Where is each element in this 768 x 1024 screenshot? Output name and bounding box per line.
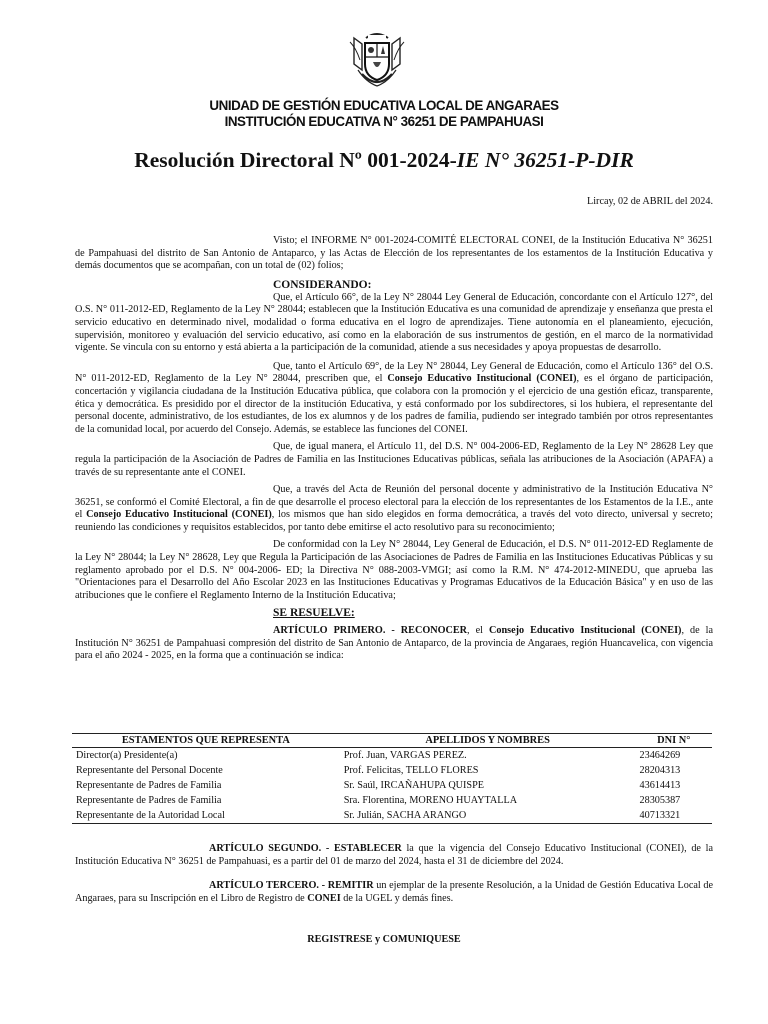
considerando-paragraph-2 [75, 361, 713, 437]
considerando-paragraph-5: De conformidad con la Ley N° 28044, Ley General de Educación, el D.S. N° 011-2012-ED Reglamente de la Ley N° 28044; la Ley N° 28628, Ley que Regula la Participación de las Asociaciones de Padres de Familia en las Instituciones Educativas Públicas y su reglamento aprobado por el D.S. N° 004-2006- ED; la Directiva N° 088-2003-VMGI; así como la R.M. N° 474-2012-MINEDU, que aprueba las "Orientaciones para el Desarrollo del Año Escolar 2023 en las Instituciones Educativas y Programas Educativos de la Educación Básica" y en uso de las atribuciones que le confiere el Reglamento Interno de la Institución Educativa; [75, 539, 713, 601]
estamento-cell: Representante de Padres de Familia [76, 780, 222, 791]
articulo-label: ARTÍCULO PRIMERO. - RECONOCER [273, 625, 468, 637]
text-span: , el [467, 625, 490, 637]
estamento-cell: Representante de la Autoridad Local [72, 808, 340, 824]
table-row [72, 808, 712, 824]
conei-members-table [72, 733, 712, 824]
considerando-paragraph-1: Que, el Artículo 66°, de la Ley N° 28044 Ley General de Educación, concordante con el Artículo 127°, del O.S. N° 011-2012-ED, Reglamento de la Ley N° 28044; establecen que la Institución Educativa es una comunidad de aprendizaje y enseñanza que presta el servicio educativo en determinado nivel, modalidad o forma educativa en el logro de aprendizajes. Tiene autonomía en el planeamiento, ejecución, supervisión, monitoreo y evaluación del servicio educativo, así como en la elaboración de sus instrumentos de gestión, en el marco de la normatividad vigente. Se vincula con su entorno y está abierta a la participación de la comunidad, atiende a sus necesidades y apoya propuestas de desarrollo. [75, 291, 713, 354]
visto-paragraph: Visto; el INFORME N° 001-2024-COMITÉ ELECTORAL CONEI, de la Institución Educativa N° 36251 de Pampahuasi del distrito de San Antonio de Antaparco, y las Actas de Elección de los representantes de los estamentos de la Institución Educativa y demás documentos que se acompañan, con un total de (02) folios; [75, 235, 713, 272]
considerando-paragraph-4 [75, 484, 713, 534]
nombre-cell: Sr. Saúl, IRCAÑAHUPA QUISPE [343, 780, 484, 791]
nombre-cell: Sra. Florentina, MORENO HUAYTALLA [343, 795, 518, 806]
closing-line: REGISTRESE y COMUNIQUESE [307, 934, 461, 945]
text-span: la que la vigencia del Consejo Educativo Institucional (CONEI), de la Institución Educativa N° 36251 de Pampahuasi, es a partir del 01 de marzo del 2024, hasta el 31 de diciembre del 2024. [75, 843, 713, 867]
conei-bold: Consejo Educativo Institucional (CONEI) [86, 509, 272, 521]
nombre-cell: Sr. Julián, SACHA ARANGO [340, 808, 636, 824]
estamento-cell: Representante de Padres de Familia [76, 795, 222, 806]
institution-name: INSTITUCIÓN EDUCATIVA N° 36251 DE PAMPAHUASI [224, 114, 544, 129]
text-span: un ejemplar de la presente Resolución, a la Unidad de Gestión Educativa Local de Angaraes, para su Inscripción en el Libro de Registro de [75, 880, 713, 904]
title-prefix: Resolución Directoral Nº 001-2024- [134, 148, 457, 172]
table-row [72, 793, 712, 808]
dni-cell: 28204313 [639, 765, 681, 776]
nombre-cell: Prof. Felicitas, TELLO FLORES [343, 765, 479, 776]
considerando-heading: CONSIDERANDO: [273, 278, 372, 291]
dni-cell: 43614413 [639, 780, 681, 791]
ugel-name: UNIDAD DE GESTIÓN EDUCATIVA LOCAL DE ANGARAES [209, 98, 559, 113]
peru-coat-of-arms-emblem [342, 30, 412, 92]
title-suffix: IE N° 36251-P-DIR [456, 148, 634, 172]
table-row [72, 763, 712, 778]
articulo-tercero [75, 880, 713, 905]
column-header: DNI N° [636, 734, 713, 748]
text-span: , es el órgano de participación, concertación y vigilancia ciudadana de la Institución Educativa pública, que colabora con la promoción y el ejercicio de una gestión eficaz, transparente, ética y democrática. Es presidido por el director de la institución Educativa, y está conformado por los subdirectores, si los hubiera, el representante del personal docente, administrativo, de los estudiantes, de los ex alumnos y de los padres de familia, pudiendo ser integrado también por otros representantes de la comunidad local, por acuerdo del Consejo. Además, se establece las funciones del CONEI. [75, 373, 713, 435]
table-row [72, 748, 712, 764]
dni-cell: 28305387 [639, 795, 681, 806]
text-span: , los mismos que han sido elegidos en forma democrática, a través del voto directo, universal y secreto; reuniendo las condiciones y requisitos establecidos, por tanto debe emitirse el acto resolutivo para su reconocimiento; [75, 509, 713, 533]
text-span: de la UGEL y demás fines. [340, 892, 454, 904]
text-span: Que, a través del Acta de Reunión del personal docente y administrativo de la Institución Educativa N° 36251, se conformó el Comité Electoral, a fin de que desarrolle el proceso electoral para la elección de los representantes de los Estamentos de la I.E., ante el [75, 484, 713, 521]
text-span: , de la Institución N° 36251 de Pampahuasi compresión del distrito de San Antonio de Antaparco, de la provincia de Angaraes, región Huancavelica, con vigencia para el año 2024 - 2025, en la forma que a continuación se indica: [75, 625, 714, 662]
table-row [72, 778, 712, 793]
nombre-cell: Prof. Juan, VARGAS PEREZ. [343, 750, 467, 761]
table-header-row [72, 734, 712, 748]
conei-bold: Consejo Educativo Institucional (CONEI) [387, 373, 577, 385]
articulo-label: ARTÍCULO TERCERO. - REMITIR [209, 880, 374, 892]
dni-cell: 23464269 [639, 750, 681, 761]
estamento-cell: Director(a) Presidente(a) [76, 750, 178, 761]
articulo-primero [75, 625, 713, 663]
articulos-finales [75, 843, 713, 910]
text-span: Que, tanto el Artículo 69°, de la Ley N° 28044, Ley General de Educación, como el Artículo 136° del O.S. N° 011-2012-ED, Reglamento de la Ley N° 28044, prescriben que, el [75, 360, 713, 385]
column-header: APELLIDOS Y NOMBRES [340, 734, 636, 748]
estamento-cell: Representante del Personal Docente [76, 765, 223, 776]
dni-cell: 40713321 [636, 808, 713, 824]
considerando-paragraph-3: Que, de igual manera, el Artículo 11, del D.S. N° 004-2006-ED, Reglamento de la Ley N° 28628 Ley que regula la participación de la Asociación de Padres de Familia en las Instituciones Educativas públicas, señala las atribuciones de la Asociación (APAFA) a través de su representante ante el CONEI. [75, 441, 713, 478]
conei-bold: Consejo Educativo Institucional (CONEI) [489, 625, 682, 637]
articulo-label: ARTÍCULO SEGUNDO. - ESTABLECER [209, 843, 402, 854]
se-resuelve-heading: SE RESUELVE: [273, 607, 355, 620]
conei-bold: CONEI [307, 892, 341, 904]
column-header: ESTAMENTOS QUE REPRESENTA [72, 734, 340, 748]
resolution-title [0, 146, 768, 174]
resolution-date: Lircay, 02 de ABRIL del 2024. [587, 196, 713, 207]
articulo-segundo [75, 843, 713, 868]
resolution-body [75, 235, 713, 668]
